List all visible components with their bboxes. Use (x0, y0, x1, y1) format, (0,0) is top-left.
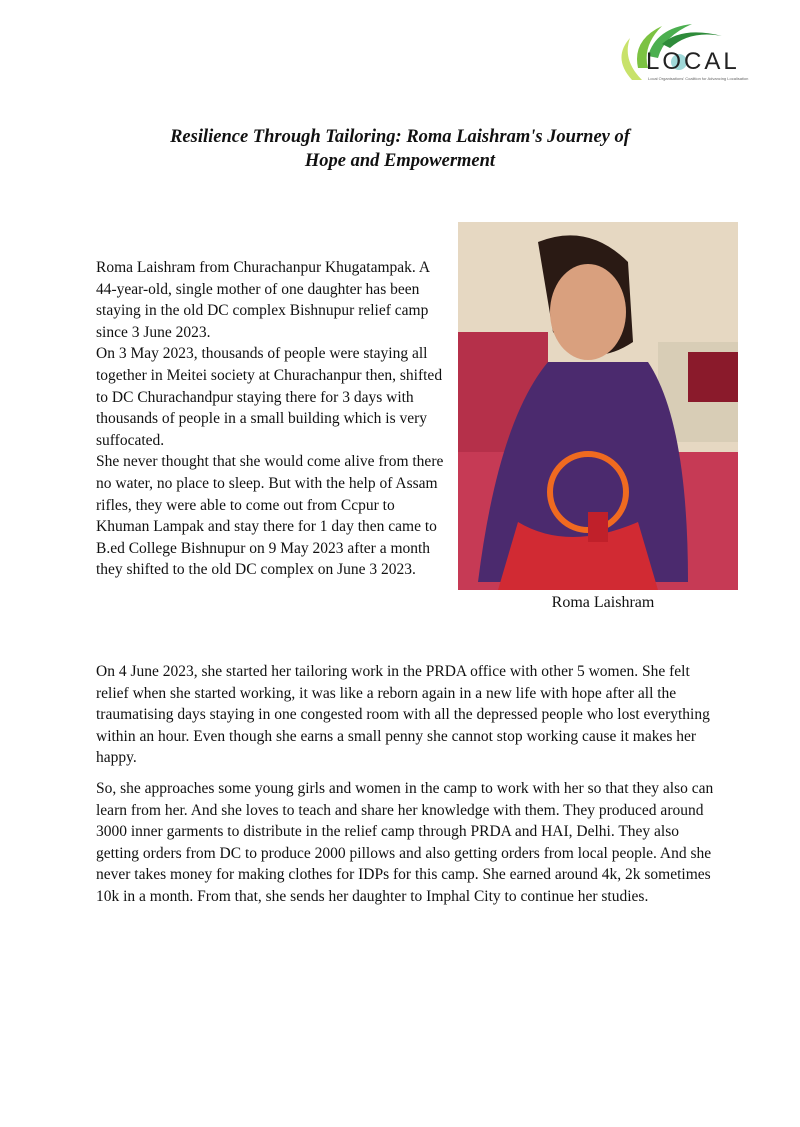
document-title (100, 125, 700, 173)
logo-text: LOCAL (646, 48, 740, 75)
photo-roma-laishram (458, 222, 738, 590)
photo-caption: Roma Laishram (551, 594, 655, 611)
local-logo (612, 18, 749, 90)
paragraph: On 4 June 2023, she started her tailoring work in the PRDA office with other 5 women. She felt relief when she started working, it was like a reborn again in a new life with hope after all the traumatising days staying in one congested room with all the depressed people who lost everything within an hour. Even though she earns a small penny she cannot stop working cause it makes her happy. (96, 663, 710, 767)
paragraph: On 3 May 2023, thousands of people were staying all together in Meitei society at Churachanpur then, shifted to DC Churachandpur staying there for 3 days with thousands of people in a small building which is very suffocated. (96, 345, 443, 449)
title-line: Resilience Through Tailoring: Roma Laishram's Journey of (170, 127, 630, 147)
paragraph: Roma Laishram from Churachanpur Khugatampak. A 44-year-old, single mother of one daughter has been staying in the old DC complex Bishnupur relief camp since 3 June 2023. (96, 259, 430, 341)
title-line: Hope and Empowerment (304, 151, 496, 171)
intro-text (96, 257, 451, 581)
logo-tagline: Local Organisations' Coalition for Advancing Localisation (648, 76, 749, 81)
paragraph: So, she approaches some young girls and women in the camp to work with her so that they also can learn from her. And she loves to teach and share her knowledge with them. They produced around 3000 inner garments to distribute in the relief camp through PRDA and HAI, Delhi. They also getting orders from DC to produce 2000 pillows and also getting orders from local people. And she never takes money for making clothes for IDPs for this camp. She earned around 4k, 2k sometimes 10k in a month. From that, she sends her daughter to Imphal City to continue her studies. (96, 780, 714, 905)
paragraph: She never thought that she would come alive from there no water, no place to sleep. But with the help of Assam rifles, they were able to come out from Ccpur to Khuman Lampak and stay there for 1 day then came to B.ed College Bishnupur on 9 May 2023 after a month they shifted to the old DC complex on June 3 2023. (96, 453, 444, 579)
woman-with-craft-image (458, 222, 738, 590)
